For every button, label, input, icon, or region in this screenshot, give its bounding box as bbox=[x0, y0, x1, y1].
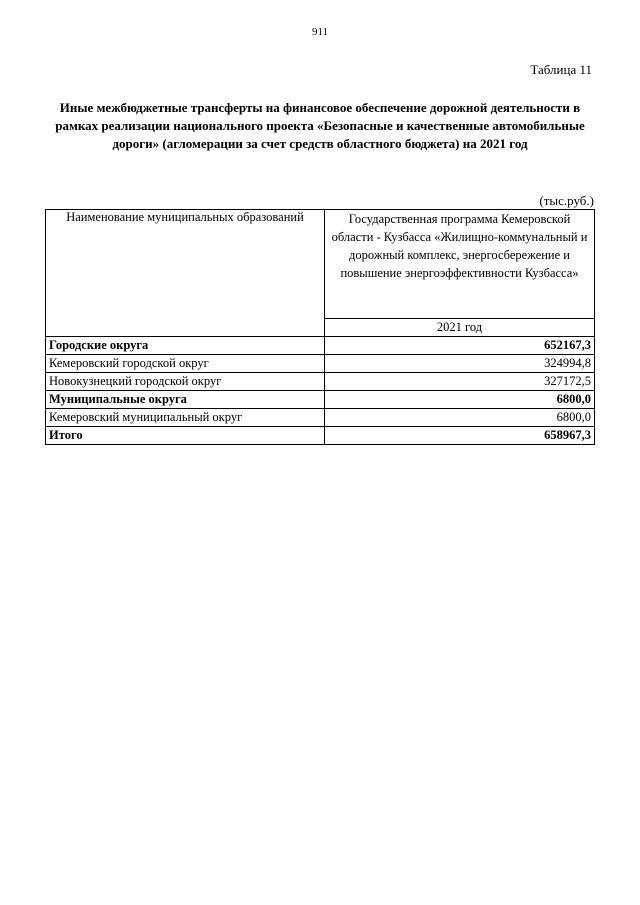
table-label: Таблица 11 bbox=[530, 62, 592, 77]
row-name: Городские округа bbox=[46, 337, 325, 355]
header-year-cell: 2021 год bbox=[325, 319, 595, 337]
header-name-cell: Наименование муниципальных образований bbox=[46, 210, 325, 337]
header-program-cell: Государственная программа Кемеровской области - Кузбасса «Жилищно-коммунальный и дорожный комплекс, энергосбережение и повышение энергоэффективности Кузбасса» bbox=[325, 210, 595, 319]
table-header-row bbox=[46, 210, 595, 319]
row-name: Новокузнецкий городской округ bbox=[46, 373, 325, 391]
row-value: 327172,5 bbox=[325, 373, 595, 391]
transfers-table bbox=[45, 209, 595, 445]
row-name: Муниципальные округа bbox=[46, 391, 325, 409]
table-row bbox=[46, 355, 595, 373]
table-row bbox=[46, 409, 595, 427]
row-value: 6800,0 bbox=[325, 391, 595, 409]
units-label: (тыс.руб.) bbox=[539, 193, 594, 208]
page-number: 911 bbox=[311, 26, 329, 38]
row-value: 652167,3 bbox=[325, 337, 595, 355]
document-title: Иные межбюджетные трансферты на финансовое обеспечение дорожной деятельности в рамках реализации национального проекта «Безопасные и качественные автомобильные дороги» (агломерации за счет средств областного бюджета) на 2021 год bbox=[55, 100, 585, 151]
row-name: Кемеровский муниципальный округ bbox=[46, 409, 325, 427]
table-row bbox=[46, 427, 595, 445]
table-row bbox=[46, 373, 595, 391]
row-value: 6800,0 bbox=[325, 409, 595, 427]
row-value: 658967,3 bbox=[325, 427, 595, 445]
row-name: Итого bbox=[46, 427, 325, 445]
row-name: Кемеровский городской округ bbox=[46, 355, 325, 373]
row-value: 324994,8 bbox=[325, 355, 595, 373]
table-row bbox=[46, 391, 595, 409]
table-row bbox=[46, 337, 595, 355]
